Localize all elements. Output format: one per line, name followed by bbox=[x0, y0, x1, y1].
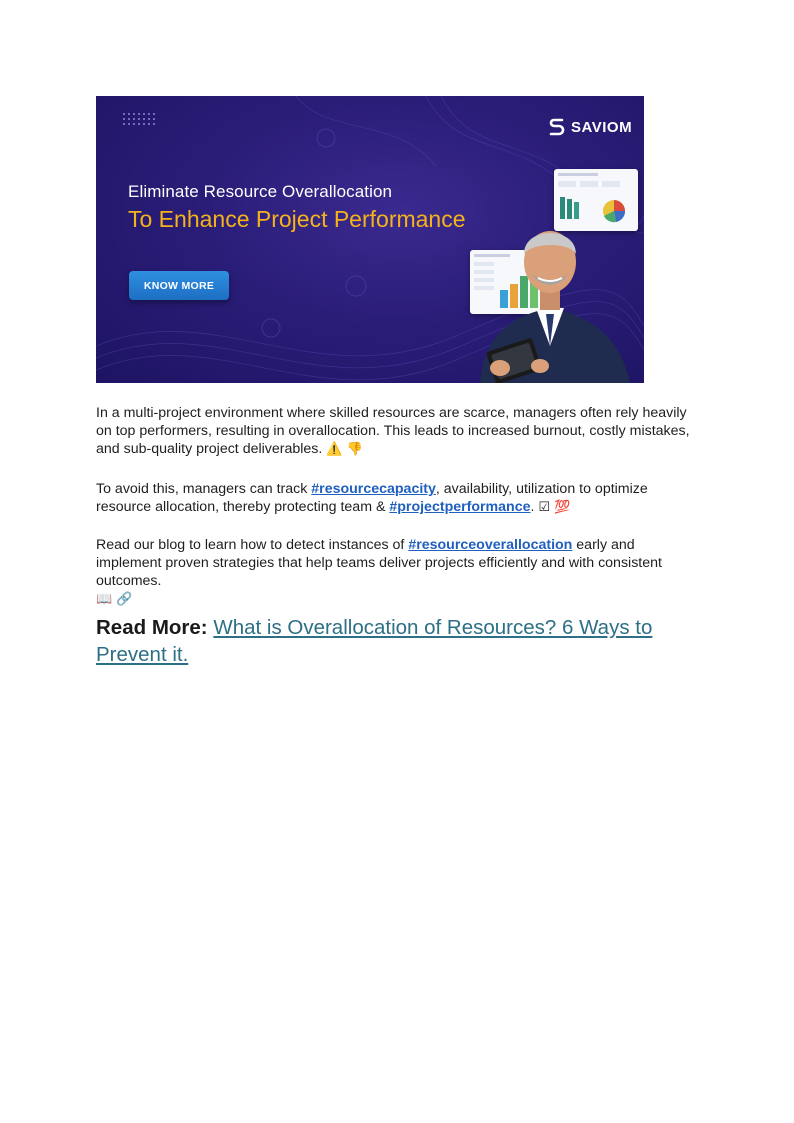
promo-banner[interactable] bbox=[96, 96, 644, 383]
paragraph-3-text-after: early and implement proven strategies that help teams deliver projects efficiently and with consistent outcomes. bbox=[96, 537, 662, 589]
read-more-label: Read More: bbox=[96, 616, 208, 639]
banner-title: Eliminate Resource Overallocation bbox=[128, 182, 393, 201]
paragraph-overallocation bbox=[96, 404, 696, 459]
saviom-logo bbox=[549, 118, 632, 136]
paragraph-1-text: In a multi-project environment where skilled resources are scarce, managers often rely heavily on top performers, resulting in overallocation. This leads to increased burnout, costly mistakes, and sub-quality project deliverables. bbox=[96, 405, 690, 457]
paragraph-3-text-before: Read our blog to learn how to detect instances of bbox=[96, 537, 409, 553]
paragraph-2-text-before: To avoid this, managers can track bbox=[96, 481, 312, 497]
hashtag-resourceoverallocation-link[interactable]: #resourceoverallocation bbox=[408, 537, 573, 553]
paragraph-2-text-middle: , availability, utilization to optimize resource allocation, thereby protecting team & bbox=[96, 481, 648, 515]
blog-article-link[interactable]: What is Overallocation of Resources? 6 Ways to Prevent it. bbox=[96, 616, 653, 666]
hashtag-projectperformance-link[interactable]: #projectperformance bbox=[389, 499, 531, 515]
book-link-icon: 📖 🔗 bbox=[96, 592, 133, 607]
know-more-button[interactable]: KNOW MORE bbox=[129, 271, 229, 300]
paragraph-2-text-after: . bbox=[530, 499, 535, 515]
warning-thumbs-down-icon: ⚠️ 👎 bbox=[326, 442, 363, 457]
paragraph-read-blog bbox=[96, 536, 696, 609]
saviom-logo-icon bbox=[549, 118, 565, 136]
saviom-logo-text: SAVIOM bbox=[571, 118, 633, 136]
read-more-line bbox=[96, 614, 716, 668]
hashtag-resourcecapacity-link[interactable]: #resourcecapacity bbox=[311, 481, 436, 497]
paragraph-track-capacity bbox=[96, 480, 696, 517]
businessman-with-tablet-illustration bbox=[470, 196, 640, 383]
banner-subtitle: To Enhance Project Performance bbox=[128, 206, 466, 232]
checkbox-hundred-icon: ☑ 💯 bbox=[538, 500, 571, 515]
decorative-dots bbox=[122, 112, 162, 128]
